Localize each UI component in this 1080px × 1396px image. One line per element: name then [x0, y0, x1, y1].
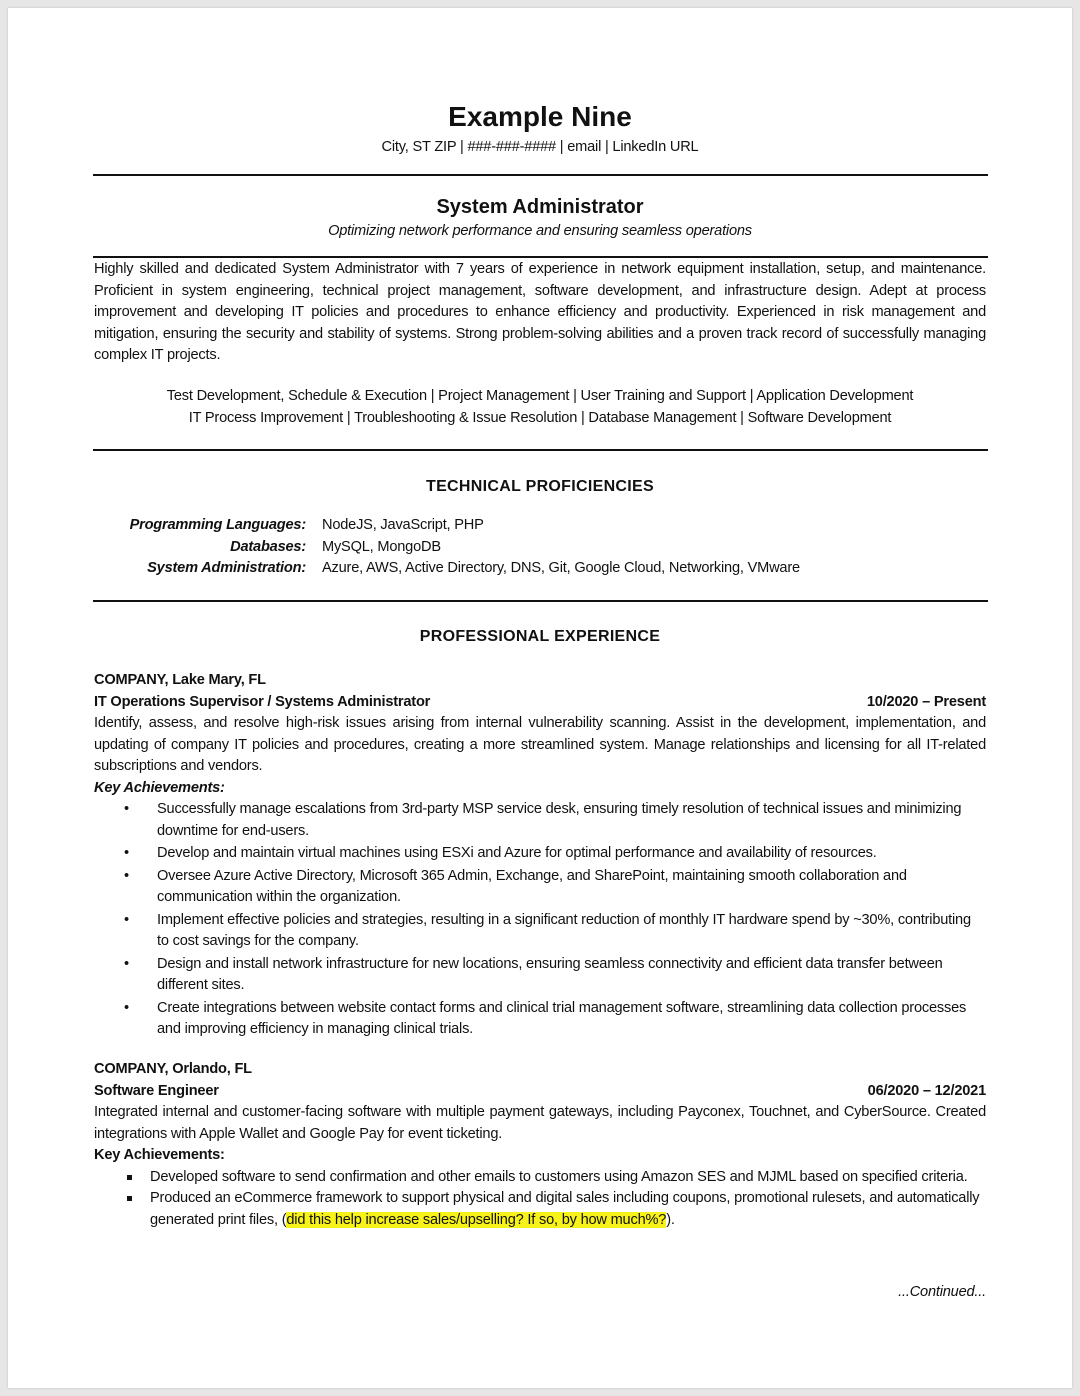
list-item — [94, 1188, 986, 1231]
job-dates: 06/2020 – 12/2021 — [867, 1082, 986, 1099]
skills-line: IT Process Improvement | Troubleshooting & Issue Resolution | Database Management | Software Development — [188, 409, 892, 426]
achievements-list — [94, 1167, 986, 1232]
divider — [93, 600, 988, 602]
job-title-row — [94, 692, 986, 714]
tech-value: MySQL, MongoDB — [322, 538, 441, 555]
bullet-text: Produced an eCommerce framework to support physical and digital sales including coupons, promotional rulesets, and automatically generated print files, ( — [150, 1190, 980, 1228]
tech-value: NodeJS, JavaScript, PHP — [322, 517, 484, 533]
bullet-text: Implement effective policies and strategies, resulting in a significant reduction of monthly IT hardware spend by ~30%, contributing to cost savings for the company. — [157, 911, 971, 949]
bullet-text: Successfully manage escalations from 3rd-party MSP service desk, ensuring timely resolution of technical issues and minimizing downtime for end-users. — [157, 801, 962, 839]
tech-label: Programming Languages: — [129, 517, 306, 533]
tech-row — [101, 537, 993, 559]
job-title: Software Engineer — [94, 1082, 219, 1099]
contact-line: City, ST ZIP | ###-###-#### | email | LinkedIn URL — [381, 139, 699, 155]
divider — [93, 449, 988, 451]
skills — [94, 386, 986, 429]
list-item: • Oversee Azure Active Directory, Microsoft 365 Admin, Exchange, and SharePoint, maintaining smooth collaboration and communication within the organization. — [124, 867, 907, 905]
bullet-text: Developed software to send confirmation and other emails to customers using Amazon SES and MJML based on specified criteria. — [150, 1168, 968, 1185]
job-1 — [94, 670, 986, 1041]
job-description: Identify, assess, and resolve high-risk issues arising from internal vulnerability scanning. Assist in the development, implementation, and updating of company IT policies and procedures, creating a more streamlined system. Manage relationships and licensing for all IT-related subscriptions and vendors. — [94, 715, 986, 774]
achievements-label: Key Achievements: — [94, 779, 225, 796]
technical-heading: TECHNICAL PROFICIENCIES — [426, 478, 654, 495]
list-item: • Successfully manage escalations from 3rd-party MSP service desk, ensuring timely resolution of technical issues and minimizing downtime for end-users. — [124, 801, 962, 839]
tagline: Optimizing network performance and ensuring seamless operations — [328, 223, 752, 239]
bullet-text: Oversee Azure Active Directory, Microsoft 365 Admin, Exchange, and SharePoint, maintaining smooth collaboration and communication within the organization. — [157, 867, 907, 905]
highlighted-note: did this help increase sales/upselling? If so, by how much%? — [286, 1211, 667, 1228]
technical-table — [101, 515, 993, 580]
list-item: • Design and install network infrastructure for new locations, ensuring seamless connectivity and efficient data transfer between different sites. — [124, 955, 943, 993]
tech-label: Databases: — [230, 538, 306, 555]
skills-line: Test Development, Schedule & Execution | Project Management | User Training and Support | Application Development — [166, 388, 914, 404]
job-description: Integrated internal and customer-facing software with multiple payment gateways, including Payconex, Touchnet, and CyberSource. Created integrations with Apple Wallet and Google Pay for event ticketing. — [94, 1104, 986, 1142]
job-dates: 10/2020 – Present — [866, 693, 986, 710]
list-item: • Implement effective policies and strategies, resulting in a significant reduction of monthly IT hardware spend by ~30%, contributing to cost savings for the company. — [124, 911, 971, 949]
tech-label: System Administration: — [147, 560, 306, 576]
job-title: IT Operations Supervisor / Systems Administrator — [94, 693, 431, 710]
candidate-name: Example Nine — [448, 101, 632, 132]
list-item — [94, 1167, 986, 1189]
bullet-text: Create integrations between website contact forms and clinical trial management software, streamlining data collection processes and improving efficiency in managing clinical trials. — [157, 999, 967, 1037]
list-item: • Develop and maintain virtual machines using ESXi and Azure for optimal performance and availability of resources. — [124, 845, 877, 861]
bullet-text: Develop and maintain virtual machines using ESXi and Azure for optimal performance and availability of resources. — [157, 845, 877, 861]
continued-note: ...Continued... — [898, 1284, 986, 1300]
experience-heading: PROFESSIONAL EXPERIENCE — [419, 628, 661, 645]
company: COMPANY, Lake Mary, FL — [94, 672, 266, 688]
tech-row — [101, 515, 993, 537]
company: COMPANY, Orlando, FL — [94, 1061, 252, 1077]
tech-row — [101, 558, 993, 580]
summary: Highly skilled and dedicated System Administrator with 7 years of experience in network equipment installation, setup, and maintenance. Proficient in system engineering, technical project management, software development, and infrastructure design. Adept at process improvement and developing IT policies and procedures to enhance efficiency and productivity. Experienced in risk management and mitigation, ensuring the security and stability of systems. Strong problem-solving abilities and a proven track record of successfully managing complex IT projects. — [94, 261, 986, 363]
resume-page — [8, 8, 1072, 1388]
list-item: • Create integrations between website contact forms and clinical trial management software, streamlining data collection processes and improving efficiency in managing clinical trials. — [124, 999, 967, 1037]
bullet-text-end: ). — [666, 1211, 675, 1228]
divider — [93, 174, 988, 176]
bullet-text: Design and install network infrastructure for new locations, ensuring seamless connectivity and efficient data transfer between different sites. — [157, 955, 943, 993]
job-2 — [94, 1059, 986, 1231]
role-title: System Administrator — [436, 196, 644, 218]
tech-value: Azure, AWS, Active Directory, DNS, Git, Google Cloud, Networking, VMware — [322, 560, 800, 576]
achievements-label: Key Achievements: — [94, 1147, 225, 1163]
achievements-list — [94, 799, 986, 1041]
divider — [93, 256, 988, 258]
job-title-row — [94, 1081, 986, 1103]
